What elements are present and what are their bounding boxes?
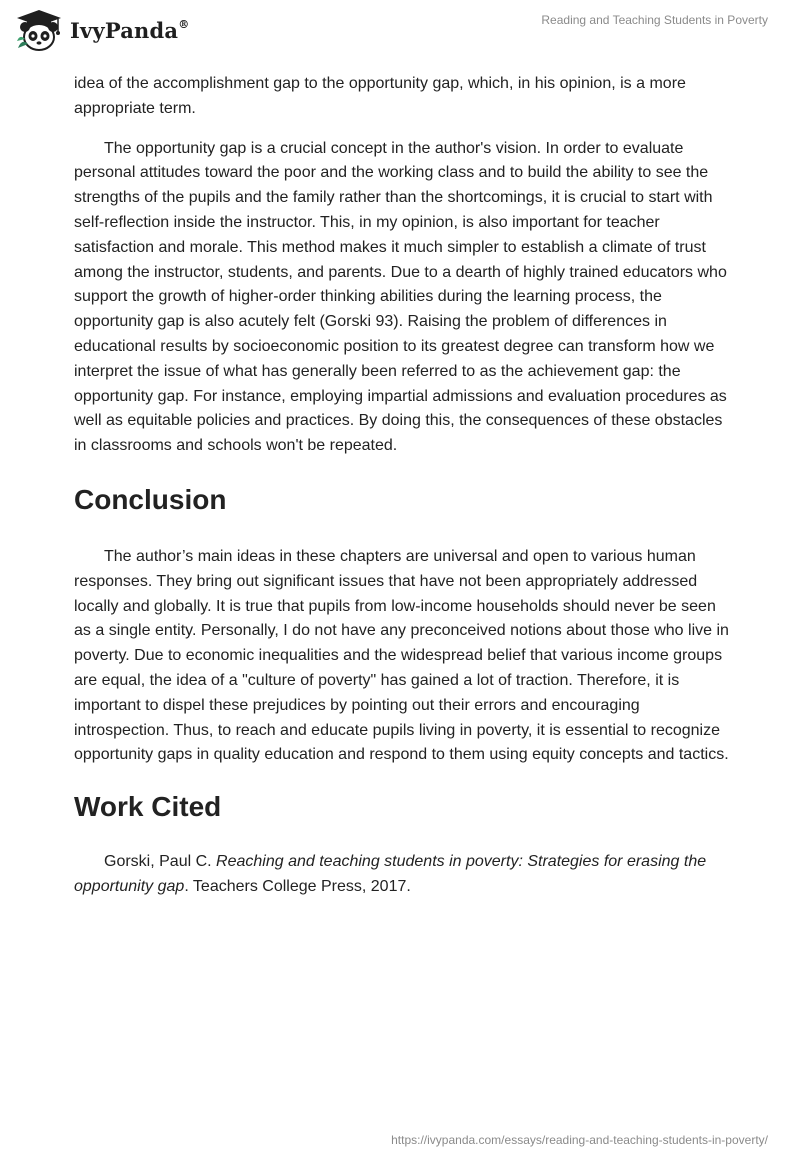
paragraph-intro: idea of the accomplishment gap to the opportunity gap, which, in his opinion, is a more appropriate term. — [74, 75, 686, 117]
logo-wordmark — [70, 18, 189, 43]
citation-publisher: . Teachers College Press, 2017. — [184, 877, 411, 895]
conclusion-heading: Conclusion — [74, 483, 227, 515]
source-url-link[interactable]: https://ivypanda.com/essays/reading-and-teaching-students-in-poverty/ — [391, 1133, 768, 1147]
ivypanda-logo[interactable] — [14, 8, 189, 52]
citation-title: Reaching and teaching students in poverty: Strategies for erasing the opportunity gap — [74, 853, 707, 895]
essay-content — [74, 72, 730, 900]
paragraph-opportunity-gap: The opportunity gap is a crucial concept in the author's vision. In order to evaluate personal attitudes toward the poor and the working class and to build the ability to see the strengths of the pupils and the family rather than the shortcomings, it is crucial to start with self-reflection inside the instructor. This, in my opinion, is also important for teacher satisfaction and morale. This method makes it much simpler to establish a climate of trust among the instructor, students, and parents. Due to a dearth of highly trained educators who support the growth of higher-order thinking abilities during the learning process, the opportunity gap is also acutely felt (Gorski 93). Raising the problem of differences in educational results by socioeconomic position to its greatest degree can transform how we interpret the issue of what has generally been referred to as the achievement gap: the opportunity gap. For instance, employing impartial admissions and evaluation procedures as well as equitable policies and practices. By doing this, the consequences of these obstacles in classrooms and schools won't be repeated. — [74, 139, 727, 455]
citation-author: Gorski, Paul C. — [104, 853, 217, 871]
paragraph-conclusion: The author’s main ideas in these chapters are universal and open to various human responses. They bring out significant issues that have not been appropriately addressed locally and globally. It is true that pupils from low-income households should never be seen as a single entity. Personally, I do not have any preconceived notions about those who live in poverty. Due to economic inequalities and the widespread belief that various income groups are equal, the idea of a "culture of poverty" has gained a lot of traction. Therefore, it is important to dispel these prejudices by pointing out their errors and encouraging introspection. Thus, to reach and educate pupils living in poverty, it is essential to recognize opportunity gaps in quality education and respond to them using equity concepts and tactics. — [74, 547, 729, 764]
document-title: Reading and Teaching Students in Poverty — [541, 13, 768, 27]
registered-mark: ® — [178, 17, 190, 31]
panda-graduate-icon — [14, 8, 64, 52]
citation-entry — [74, 850, 730, 900]
page-header — [0, 0, 800, 60]
work-cited-heading: Work Cited — [74, 791, 222, 823]
logo-name: IvyPanda — [70, 17, 179, 43]
